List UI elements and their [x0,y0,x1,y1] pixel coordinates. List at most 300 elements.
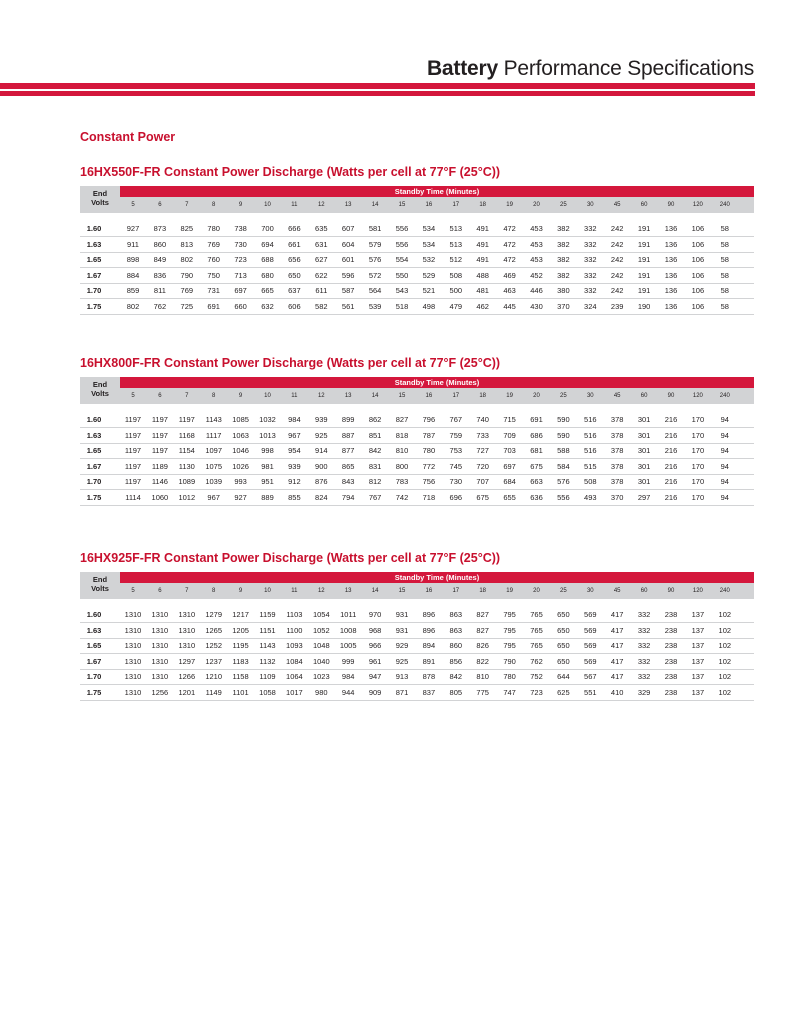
watts-cell: 878 [422,672,436,681]
watts-cell: 539 [368,301,382,311]
watts-cell: 966 [368,641,382,650]
watts-cell: 796 [422,415,436,424]
watts-cell: 802 [180,255,194,264]
watts-cell: 827 [395,415,409,424]
page-header-title [427,56,754,82]
column-header: 60 [640,393,648,399]
watts-cell: 740 [476,415,489,424]
watts-cell: 824 [315,492,328,502]
watts-cell: 745 [449,461,463,471]
watts-cell: 931 [395,610,409,619]
watts-cell: 1197 [151,430,168,440]
watts-cell: 691 [207,301,220,311]
column-header: 8 [212,588,216,594]
watts-cell: 1063 [232,430,249,440]
watts-cell: 1005 [339,641,357,650]
watts-cell: 137 [691,641,705,650]
watts-cell: 762 [153,301,167,311]
watts-cell: 106 [691,301,705,311]
end-volts-label: End [92,575,108,584]
watts-cell: 378 [610,461,624,471]
column-header: 18 [479,393,487,399]
watts-cell: 810 [476,672,489,681]
end-volts-label: End [92,380,108,389]
watts-cell: 720 [476,461,489,471]
column-header: 10 [264,202,271,208]
watts-cell: 894 [422,641,436,650]
watts-cell: 795 [503,641,516,650]
watts-cell: 723 [530,687,543,697]
watts-cell: 1310 [178,625,196,635]
watts-cell: 787 [422,430,436,440]
watts-cell: 1297 [178,656,196,666]
watts-cell: 939 [315,415,328,424]
watts-cell: 899 [341,415,355,424]
watts-cell: 582 [315,301,328,311]
column-header: 17 [452,393,460,399]
watts-cell: 1040 [312,656,330,666]
watts-cell: 550 [395,270,409,280]
watts-cell: 686 [530,430,543,440]
watts-cell: 238 [664,687,678,697]
end-volts-value: 1.60 [86,224,102,233]
column-header: 5 [131,202,135,208]
watts-cell: 1310 [124,672,142,681]
watts-cell: 684 [503,477,516,486]
watts-cell: 939 [288,461,301,471]
column-header: 25 [560,393,567,399]
watts-cell: 709 [503,430,516,440]
watts-cell: 216 [664,430,678,440]
watts-cell: 884 [126,270,140,280]
end-volts-value: 1.63 [86,430,102,440]
watts-cell: 1058 [259,687,276,697]
watts-cell: 94 [720,446,729,455]
watts-cell: 767 [449,415,463,424]
watts-cell: 1143 [205,415,222,424]
watts-cell: 238 [664,641,678,650]
table-row [80,284,754,299]
column-header: 14 [371,393,379,399]
watts-cell: 842 [368,446,382,455]
watts-cell: 655 [503,492,516,502]
section-title: Constant Power [80,130,176,144]
watts-cell: 896 [422,610,436,619]
watts-cell: 865 [341,461,355,471]
end-volts-header [80,380,120,398]
watts-cell: 576 [557,477,570,486]
watts-cell: 556 [395,239,409,249]
end-volts-value: 1.70 [86,477,102,486]
watts-cell: 584 [557,461,570,471]
watts-cell: 1310 [151,672,169,681]
watts-cell: 790 [503,656,516,666]
watts-cell: 1012 [178,492,196,502]
watts-cell: 1310 [151,656,169,666]
watts-cell: 479 [449,301,463,311]
watts-cell: 58 [720,301,729,311]
watts-cell: 1252 [205,641,223,650]
watts-cell: 827 [476,610,489,619]
watts-cell: 1011 [340,610,357,619]
watts-cell: 1197 [124,461,142,471]
column-header: 60 [640,202,648,208]
watts-cell: 445 [503,301,516,311]
column-header: 13 [344,202,352,208]
watts-cell: 491 [476,239,489,249]
watts-cell: 332 [584,224,597,233]
watts-cell: 929 [395,641,409,650]
column-header: 7 [185,588,189,594]
watts-cell: 1168 [178,430,195,440]
watts-cell: 1197 [124,415,142,424]
watts-cell: 567 [584,672,597,681]
watts-cell: 663 [530,477,543,486]
watts-cell: 137 [691,625,705,635]
watts-cell: 1032 [259,415,276,424]
watts-cell: 927 [234,492,247,502]
watts-cell: 534 [422,239,436,249]
watts-cell: 1046 [232,446,249,455]
watts-cell: 382 [557,239,570,249]
watts-cell: 856 [449,656,463,666]
watts-cell: 831 [368,461,382,471]
watts-cell: 94 [720,492,729,502]
column-header: 6 [158,588,162,594]
watts-cell: 760 [207,255,220,264]
watts-cell: 650 [557,610,570,619]
watts-cell: 301 [637,446,651,455]
watts-cell: 378 [610,415,624,424]
watts-cell: 665 [261,286,274,295]
watts-cell: 532 [422,255,436,264]
watts-cell: 216 [664,461,678,471]
watts-cell: 493 [584,492,597,502]
column-header: 15 [398,588,406,594]
watts-cell: 707 [476,477,489,486]
end-volts-value: 1.67 [86,656,102,666]
watts-cell: 606 [288,301,301,311]
watts-cell: 191 [637,286,651,295]
watts-cell: 106 [691,239,705,249]
watts-cell: 896 [422,625,436,635]
column-header: 20 [533,588,540,594]
watts-cell: 954 [288,446,301,455]
column-header: 8 [212,393,216,399]
watts-cell: 590 [557,430,570,440]
watts-cell: 1310 [178,641,196,650]
watts-cell: 521 [422,286,436,295]
watts-cell: 680 [261,270,274,280]
watts-cell: 102 [718,672,732,681]
watts-cell: 94 [720,477,729,486]
discharge-table [80,551,754,711]
standby-time-header: Standby Time (Minutes) [120,572,754,583]
watts-cell: 842 [449,672,463,681]
watts-cell: 1266 [178,672,196,681]
column-header: 20 [533,393,540,399]
watts-cell: 1146 [151,477,168,486]
watts-cell: 301 [637,415,651,424]
end-volts-value: 1.65 [86,446,102,455]
watts-cell: 811 [153,286,166,295]
column-header: 20 [533,202,540,208]
watts-cell: 730 [234,239,247,249]
watts-cell: 984 [288,415,301,424]
watts-cell: 981 [261,461,274,471]
watts-cell: 827 [476,625,489,635]
watts-cell: 914 [315,446,328,455]
watts-cell: 332 [637,672,651,681]
column-header: 10 [264,393,271,399]
watts-cell: 993 [234,477,247,486]
watts-cell: 650 [288,270,301,280]
watts-cell: 951 [261,477,274,486]
column-header: 9 [238,202,243,208]
watts-cell: 513 [449,239,463,249]
column-header: 17 [452,588,460,594]
watts-cell: 925 [395,656,409,666]
column-header: 9 [238,588,243,594]
watts-cell: 1310 [124,610,142,619]
column-header: 120 [692,202,703,208]
watts-cell: 382 [557,224,570,233]
column-header: 45 [613,588,621,594]
watts-cell: 508 [584,477,597,486]
watts-cell: 795 [503,625,516,635]
watts-cell: 242 [610,255,624,264]
watts-cell: 297 [637,492,651,502]
watts-cell: 772 [422,461,436,471]
watts-cell: 170 [691,461,705,471]
watts-cell: 588 [557,446,570,455]
table-title: 16HX800F-FR Constant Power Discharge (Watts per cell at 77°F (25°C)) [80,356,501,370]
watts-cell: 725 [180,301,194,311]
watts-cell: 675 [530,461,543,471]
watts-cell: 802 [126,301,140,311]
watts-cell: 370 [610,492,624,502]
watts-cell: 1017 [286,687,303,697]
watts-cell: 472 [503,224,516,233]
column-header: 10 [264,588,271,594]
watts-cell: 301 [637,477,651,486]
watts-cell: 873 [153,224,167,233]
watts-cell: 378 [610,446,624,455]
watts-cell: 1114 [125,492,141,502]
watts-cell: 909 [368,687,382,697]
column-header: 60 [640,588,648,594]
watts-cell: 637 [288,286,301,295]
watts-cell: 518 [395,301,409,311]
end-volts-value: 1.75 [86,301,102,311]
watts-cell: 970 [368,610,382,619]
watts-cell: 417 [610,641,624,650]
watts-cell: 1151 [259,625,276,635]
watts-cell: 94 [720,461,729,471]
watts-cell: 491 [476,224,489,233]
watts-cell: 775 [476,687,489,697]
watts-cell: 752 [530,672,543,681]
watts-cell: 106 [691,270,705,280]
watts-cell: 1183 [232,656,249,666]
watts-cell: 529 [422,270,436,280]
watts-cell: 332 [637,656,651,666]
watts-cell: 238 [664,610,678,619]
column-header: 11 [291,588,298,594]
watts-cell: 516 [584,446,597,455]
watts-cell: 967 [288,430,301,440]
watts-cell: 216 [664,415,678,424]
watts-cell: 1054 [312,610,330,619]
watts-cell: 332 [637,641,651,650]
watts-cell: 947 [368,672,382,681]
watts-cell: 1210 [205,672,223,681]
table-row [80,429,754,444]
watts-cell: 1195 [232,641,249,650]
watts-cell: 999 [341,656,355,666]
watts-cell: 703 [503,446,516,455]
column-header: 16 [425,202,433,208]
column-header: 12 [317,588,325,594]
watts-cell: 715 [503,415,516,424]
watts-cell: 843 [341,477,355,486]
watts-cell: 596 [341,270,355,280]
watts-cell: 790 [180,270,194,280]
watts-cell: 925 [315,430,328,440]
watts-cell: 1039 [205,477,223,486]
column-header: 18 [479,202,487,208]
watts-cell: 887 [341,430,355,440]
watts-cell: 556 [557,492,570,502]
watts-cell: 488 [476,270,489,280]
end-volts-value: 1.63 [86,625,102,635]
watts-cell: 136 [664,239,678,249]
watts-cell: 1075 [205,461,223,471]
table-row [80,686,754,701]
watts-cell: 515 [584,461,597,471]
watts-cell: 750 [207,270,220,280]
end-volts-value: 1.75 [86,687,102,697]
watts-cell: 1310 [151,625,169,635]
watts-cell: 859 [126,286,140,295]
watts-cell: 1008 [339,625,357,635]
watts-cell: 191 [637,270,651,280]
end-volts-value: 1.67 [86,270,102,280]
watts-cell: 191 [637,224,651,233]
watts-cell: 513 [449,224,463,233]
column-header: 15 [398,393,406,399]
watts-cell: 604 [341,239,355,249]
watts-cell: 980 [315,687,328,697]
watts-cell: 58 [720,239,729,249]
watts-cell: 1279 [205,610,223,619]
watts-cell: 810 [395,446,409,455]
watts-cell: 1310 [151,641,169,650]
watts-cell: 500 [449,286,463,295]
watts-cell: 137 [691,656,705,666]
watts-cell: 469 [503,270,516,280]
watts-cell: 561 [341,301,355,311]
watts-cell: 688 [261,255,274,264]
watts-cell: 453 [530,255,543,264]
column-header: 11 [291,202,298,208]
watts-cell: 1064 [286,672,303,681]
watts-cell: 1085 [232,415,249,424]
watts-cell: 170 [691,415,705,424]
watts-cell: 417 [610,656,624,666]
watts-cell: 961 [368,656,382,666]
watts-cell: 730 [449,477,463,486]
column-header: 45 [613,393,621,399]
column-header: 15 [398,202,406,208]
watts-cell: 534 [422,224,436,233]
watts-cell: 742 [395,492,409,502]
table-title: 16HX550F-FR Constant Power Discharge (Watts per cell at 77°F (25°C)) [80,165,501,179]
column-header: 18 [479,588,487,594]
table-row [80,444,754,459]
watts-cell: 851 [368,430,382,440]
watts-cell: 572 [368,270,382,280]
watts-cell: 242 [610,286,624,295]
table-row [80,269,754,284]
watts-cell: 747 [503,687,516,697]
watts-cell: 301 [637,461,651,471]
watts-cell: 898 [126,255,140,264]
watts-cell: 631 [315,239,328,249]
watts-cell: 836 [153,270,167,280]
watts-cell: 564 [368,286,382,295]
watts-cell: 587 [341,286,355,295]
watts-cell: 170 [691,492,705,502]
watts-cell: 58 [720,255,729,264]
watts-cell: 660 [234,301,247,311]
watts-cell: 611 [315,286,328,295]
column-header: 17 [452,202,460,208]
watts-cell: 1205 [232,625,249,635]
end-volts-label: End [92,189,108,198]
end-volts-value: 1.60 [86,415,102,424]
watts-cell: 410 [610,687,624,697]
column-header: 14 [371,202,379,208]
column-header: 16 [425,393,433,399]
watts-cell: 727 [476,446,489,455]
watts-cell: 622 [315,270,328,280]
column-header: 14 [371,588,379,594]
watts-cell: 216 [664,477,678,486]
watts-cell: 581 [368,224,382,233]
watts-cell: 242 [610,224,624,233]
column-header: 25 [560,202,567,208]
watts-cell: 170 [691,430,705,440]
watts-cell: 102 [718,610,732,619]
watts-cell: 1084 [286,656,303,666]
column-header: 11 [291,393,298,399]
watts-cell: 681 [530,446,543,455]
column-header: 90 [667,588,675,594]
watts-cell: 1197 [124,446,142,455]
column-header: 90 [667,393,675,399]
watts-cell: 1197 [151,415,168,424]
watts-cell: 753 [449,446,463,455]
watts-cell: 58 [720,224,729,233]
column-header: 30 [586,393,594,399]
watts-cell: 569 [584,656,597,666]
watts-cell: 1189 [151,461,168,471]
watts-cell: 417 [610,672,624,681]
end-volts-value: 1.75 [86,492,102,502]
table-row [80,639,754,654]
end-volts-value: 1.70 [86,286,102,295]
